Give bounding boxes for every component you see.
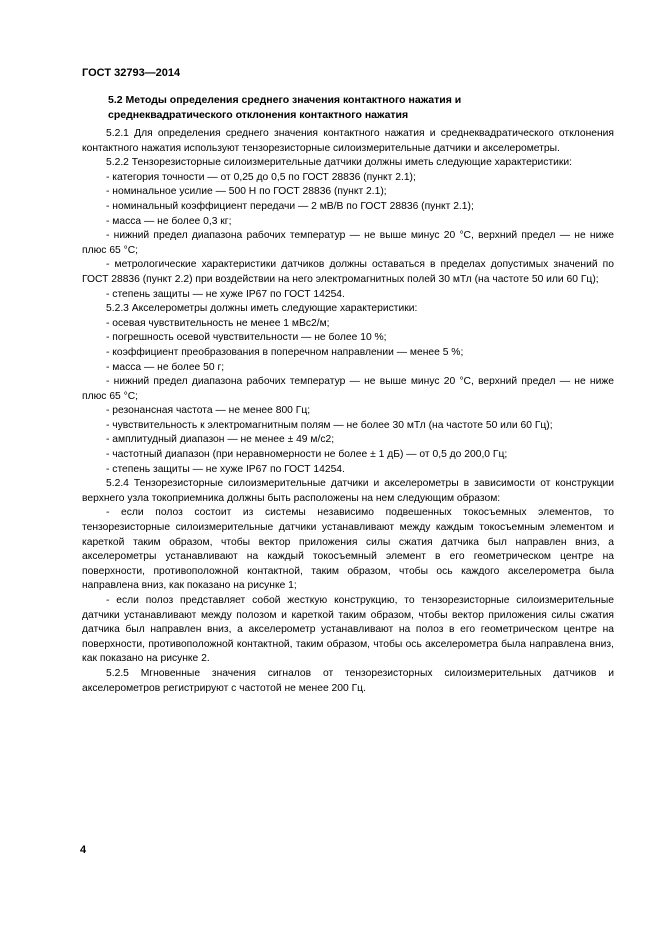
paragraph-5-2-4: 5.2.4 Тензорезисторные силоизмерительные датчики и акселерометры в зависимости от конструкции верхнего узла токоприемника должны быть расположены на нем следующим образом:: [82, 478, 614, 504]
list-item: - масса — не более 50 г;: [106, 361, 225, 373]
list-item: - номинальное усилие — 500 Н по ГОСТ 28836 (пункт 2.1);: [106, 186, 387, 198]
list-item: - коэффициент преобразования в поперечном направлении — менее 5 %;: [106, 346, 464, 358]
list-item: - нижний предел диапазона рабочих температур — не выше минус 20 °С, верхний предел — не ниже плюс 65 °С;: [82, 376, 614, 402]
list-item: - осевая чувствительность не менее 1 мВс2/м;: [106, 317, 330, 329]
list-item: - если полоз состоит из системы независимо подвешенных токосъемных элементов, то тензорезисторные силоизмерительные датчики устанавливают между каждым токосъемным элементом и кареткой таким образом, чтобы вектор приложения силы сжатия датчика был направлен вниз, а акселерометры устанавливают на каждый токосъемный элемент в его геометрическом центре на поверхности, противоположной контактной, таким образом, чтобы ось каждого акселерометра была направлена вниз, как показано на рисунке 1;: [82, 507, 614, 592]
list-item: - погрешность осевой чувствительности — не более 10 %;: [106, 332, 387, 344]
paragraph-5-2-5: 5.2.5 Мгновенные значения сигналов от тензорезисторных силоизмерительных датчиков и акселерометров регистрируют с частотой не менее 200 Гц.: [82, 667, 614, 694]
list-item: - категория точности — от 0,25 до 0,5 по ГОСТ 28836 (пункт 2.1);: [106, 171, 416, 183]
list-item: - номинальный коэффициент передачи — 2 мВ/В по ГОСТ 28836 (пункт 2.1);: [106, 200, 474, 212]
list-item: - амплитудный диапазон — не менее ± 49 м/с2;: [106, 434, 335, 446]
list-item: - степень защиты — не хуже IP67 по ГОСТ 14254.: [106, 463, 345, 475]
list-item: - чувствительность к электромагнитным полям — не более 30 мТл (на частоте 50 или 60 Гц);: [106, 419, 553, 431]
standard-header: ГОСТ 32793—2014: [82, 67, 181, 79]
list-item: - метрологические характеристики датчиков должны оставаться в пределах допустимых значений по ГОСТ 28836 (пункт 2.2) при воздействии на него электромагнитных полей 30 мТл (на частоте 50 или 60 Гц);: [82, 259, 614, 285]
list-item: - нижний предел диапазона рабочих температур — не выше минус 20 °С, верхний предел — не ниже плюс 65 °С;: [82, 230, 614, 256]
list-item: - масса — не более 0,3 кг;: [106, 215, 232, 227]
list-item: - если полоз представляет собой жесткую конструкцию, то тензорезисторные силоизмерительные датчики устанавливают между полозом и кареткой таким образом, чтобы вектор приложения силы сжатия датчика был направлен вниз, а акселерометр устанавливают на полоз в его геометрическом центре на поверхности, противоположной контактной, таким образом, чтобы ось акселерометра была направлена вниз, как показано на рисунке 2.: [82, 595, 614, 665]
list-item: - степень защиты — не хуже IP67 по ГОСТ 14254.: [106, 288, 345, 300]
list-item: - резонансная частота — не менее 800 Гц;: [106, 405, 311, 417]
page-number: 4: [80, 844, 87, 856]
section-body: [82, 127, 614, 696]
list-item: - частотный диапазон (при неравномерности не более ± 1 дБ) — от 0,5 до 200,0 Гц;: [106, 449, 508, 461]
paragraph-5-2-3: 5.2.3 Акселерометры должны иметь следующие характеристики:: [106, 303, 418, 315]
section-title: 5.2 Методы определения среднего значения контактного нажатия и среднеквадратического отклонения контактного нажатия: [108, 94, 462, 121]
paragraph-5-2-2: 5.2.2 Тензорезисторные силоизмерительные датчики должны иметь следующие характеристики:: [106, 157, 573, 169]
paragraph-5-2-1: 5.2.1 Для определения среднего значения контактного нажатия и среднеквадратического отклонения контактного нажатия используют тензорезисторные силоизмерительные датчики и акселерометры.: [82, 128, 614, 154]
